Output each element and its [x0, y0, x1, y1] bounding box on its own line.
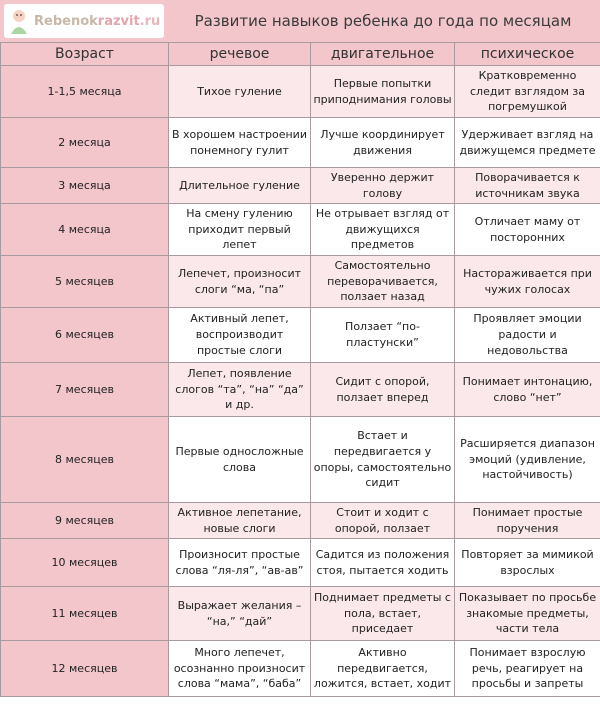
speech-cell: Тихое гуление: [169, 66, 311, 118]
age-cell: 9 месяцев: [1, 503, 169, 539]
column-header-speech: речевое: [169, 43, 311, 66]
mental-cell: Кратковременно следит взглядом за погремушкой: [455, 66, 600, 118]
speech-cell: Выражает желания – “на,” “дай”: [169, 587, 311, 641]
mental-cell: Понимает простые поручения: [455, 503, 600, 539]
speech-cell: Активное лепетание, новые слоги: [169, 503, 311, 539]
logo-text: Rebenokrazvit.ru: [34, 13, 161, 29]
age-cell: 3 месяца: [1, 168, 169, 204]
mental-cell: Показывает по просьбе знакомые предметы, части тела: [455, 587, 600, 641]
age-cell: 11 месяцев: [1, 587, 169, 641]
table-row: [1, 118, 600, 168]
table-row: [1, 204, 600, 256]
table-row: [1, 256, 600, 308]
table-header-row: [1, 43, 600, 66]
speech-cell: Активный лепет, воспроизводит простые слоги: [169, 308, 311, 363]
table-row: [1, 363, 600, 417]
column-header-age: Возраст: [1, 43, 169, 66]
motor-cell: Лучше координирует движения: [311, 118, 455, 168]
development-table: [0, 42, 600, 697]
header-bar: [0, 0, 600, 43]
age-cell: 4 месяца: [1, 204, 169, 256]
table-row: [1, 308, 600, 363]
mental-cell: Проявляет эмоции радости и недовольства: [455, 308, 600, 363]
motor-cell: Стоит и ходит с опорой, ползает: [311, 503, 455, 539]
mental-cell: Настораживается при чужих голосах: [455, 256, 600, 308]
motor-cell: Первые попытки приподнимания головы: [311, 66, 455, 118]
age-cell: 1-1,5 месяца: [1, 66, 169, 118]
speech-cell: В хорошем настроении понемногу гулит: [169, 118, 311, 168]
age-cell: 10 месяцев: [1, 539, 169, 587]
motor-cell: Поднимает предметы с пола, встает, приседает: [311, 587, 455, 641]
page-title: Развитие навыков ребенка до года по месяцам: [194, 12, 572, 30]
table-row: [1, 503, 600, 539]
motor-cell: Самостоятельно переворачивается, ползает назад: [311, 256, 455, 308]
motor-cell: Сидит с опорой, ползает вперед: [311, 363, 455, 417]
baby-icon: [8, 8, 30, 34]
speech-cell: Длительное гуление: [169, 168, 311, 204]
column-header-mental: психическое: [455, 43, 600, 66]
mental-cell: Понимает интонацию, слово “нет”: [455, 363, 600, 417]
mental-cell: Удерживает взгляд на движущемся предмете: [455, 118, 600, 168]
column-header-motor: двигательное: [311, 43, 455, 66]
site-logo[interactable]: [4, 4, 164, 38]
age-cell: 12 месяцев: [1, 641, 169, 697]
table-row: [1, 417, 600, 503]
table-row: [1, 168, 600, 204]
mental-cell: Повторяет за мимикой взрослых: [455, 539, 600, 587]
speech-cell: Первые односложные слова: [169, 417, 311, 503]
mental-cell: Отличает маму от посторонних: [455, 204, 600, 256]
table-row: [1, 539, 600, 587]
motor-cell: Ползает “по-пластунски”: [311, 308, 455, 363]
motor-cell: Встает и передвигается у опоры, самостоятельно сидит: [311, 417, 455, 503]
motor-cell: Уверенно держит голову: [311, 168, 455, 204]
age-cell: 6 месяцев: [1, 308, 169, 363]
mental-cell: Понимает взрослую речь, реагирует на просьбы и запреты: [455, 641, 600, 697]
age-cell: 2 месяца: [1, 118, 169, 168]
motor-cell: Не отрывает взгляд от движущихся предметов: [311, 204, 455, 256]
age-cell: 8 месяцев: [1, 417, 169, 503]
table-row: [1, 641, 600, 697]
speech-cell: Лепет, появление слогов “та”, “на” “да” и др.: [169, 363, 311, 417]
table-row: [1, 66, 600, 118]
speech-cell: Лепечет, произносит слоги “ма, “па”: [169, 256, 311, 308]
motor-cell: Садится из положения стоя, пытается ходить: [311, 539, 455, 587]
motor-cell: Активно передвигается, ложится, встает, ходит: [311, 641, 455, 697]
age-cell: 7 месяцев: [1, 363, 169, 417]
speech-cell: На смену гулению приходит первый лепет: [169, 204, 311, 256]
mental-cell: Поворачивается к источникам звука: [455, 168, 600, 204]
table-row: [1, 587, 600, 641]
mental-cell: Расширяется диапазон эмоций (удивление, настойчивость): [455, 417, 600, 503]
age-cell: 5 месяцев: [1, 256, 169, 308]
speech-cell: Произносит простые слова “ля-ля”, “ав-ав”: [169, 539, 311, 587]
speech-cell: Много лепечет, осознанно произносит слова “мама”, “баба”: [169, 641, 311, 697]
